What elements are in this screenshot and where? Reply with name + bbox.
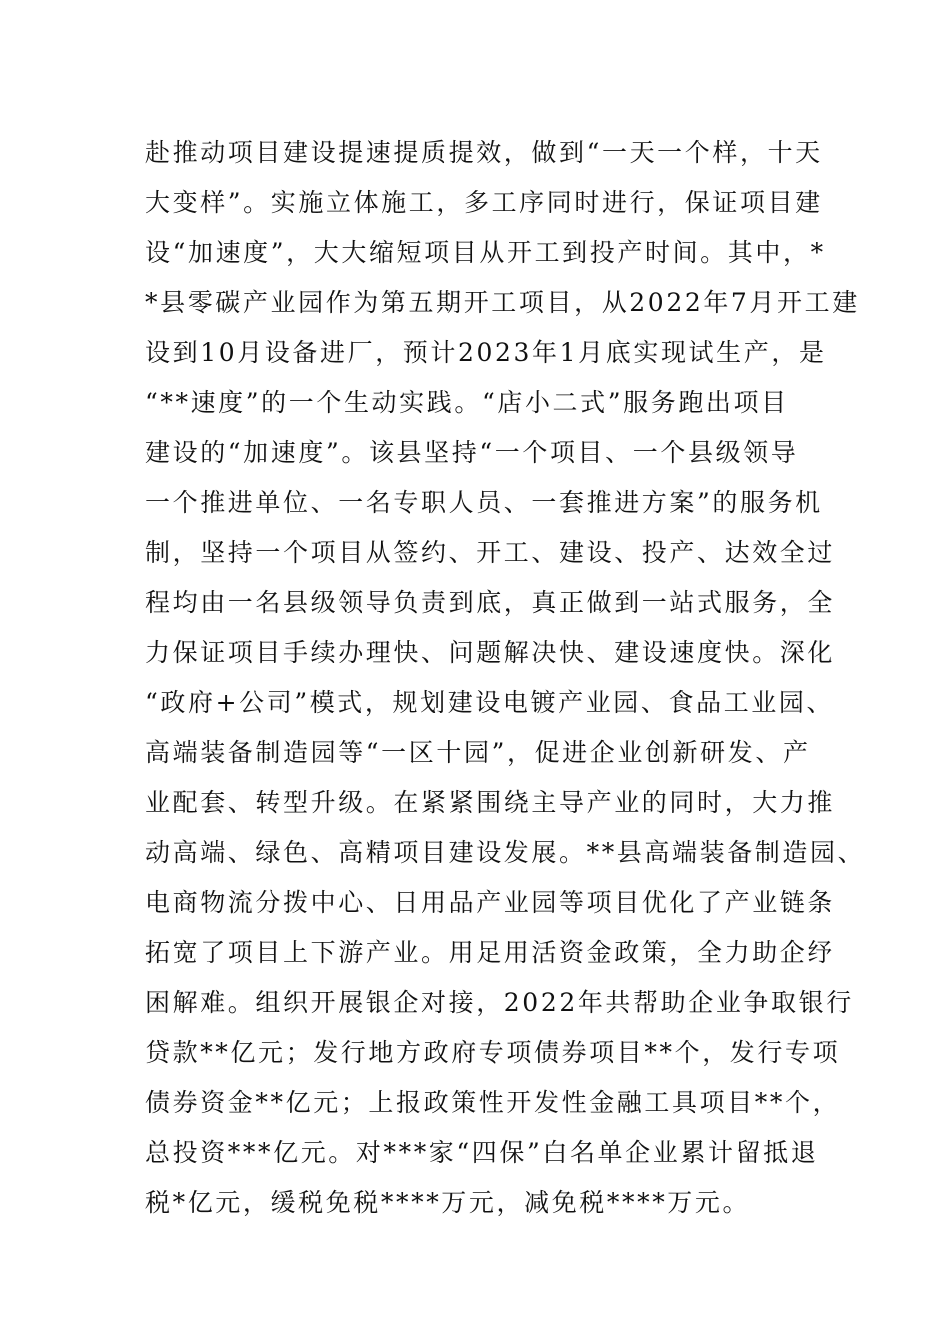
- paragraph-line: 一个推进单位、一名专职人员、一套推进方案”的服务机: [145, 488, 823, 517]
- paragraph-line: 拓宽了项目上下游产业。用足用活资金政策，全力助企纾: [145, 938, 836, 967]
- paragraph-line: 业配套、转型升级。在紧紧围绕主导产业的同时，大力推: [145, 788, 836, 817]
- paragraph-line: 设到10月设备进厂，预计2023年1月底实现试生产，是: [145, 338, 827, 367]
- paragraph-line: 设“加速度”，大大缩短项目从开工到投产时间。其中，*: [145, 238, 826, 267]
- paragraph-line: “**速度”的一个生动实践。“店小二式”服务跑出项目: [145, 388, 789, 417]
- paragraph-line: 困解难。组织开展银企对接，2022年共帮助企业争取银行: [145, 988, 854, 1017]
- paragraph-line: 贷款**亿元；发行地方政府专项债券项目**个，发行专项: [145, 1038, 841, 1067]
- paragraph-line: 程均由一名县级领导负责到底，真正做到一站式服务，全: [145, 588, 836, 617]
- paragraph-line: 动高端、绿色、高精项目建设发展。**县高端装备制造园、: [145, 838, 866, 867]
- paragraph-line: 大变样”。实施立体施工，多工序同时进行，保证项目建: [145, 188, 823, 217]
- paragraph-line: 债券资金**亿元；上报政策性开发性金融工具项目**个，: [145, 1088, 841, 1117]
- paragraph-line: *县零碳产业园作为第五期开工项目，从2022年7月开工建: [145, 288, 860, 317]
- paragraph-line: 力保证项目手续办理快、问题解决快、建设速度快。深化: [145, 638, 836, 667]
- paragraph-line: 建设的“加速度”。该县坚持“一个项目、一个县级领导: [145, 438, 799, 467]
- paragraph-line: 赴推动项目建设提速提质提效，做到“一天一个样，十天: [145, 138, 823, 167]
- body-paragraph: [145, 128, 866, 1228]
- paragraph-line: “政府+公司”模式，规划建设电镀产业园、食品工业园、: [145, 688, 835, 717]
- paragraph-line: 制，坚持一个项目从签约、开工、建设、投产、达效全过: [145, 538, 836, 567]
- paragraph-line: 税*亿元，缓税免税****万元，减免税****万元。: [145, 1188, 751, 1217]
- paragraph-line: 电商物流分拨中心、日用品产业园等项目优化了产业链条: [145, 888, 836, 917]
- paragraph-line: 总投资***亿元。对***家“四保”白名单企业累计留抵退: [145, 1138, 819, 1167]
- paragraph-line: 高端装备制造园等“一区十园”，促进企业创新研发、产: [145, 738, 811, 767]
